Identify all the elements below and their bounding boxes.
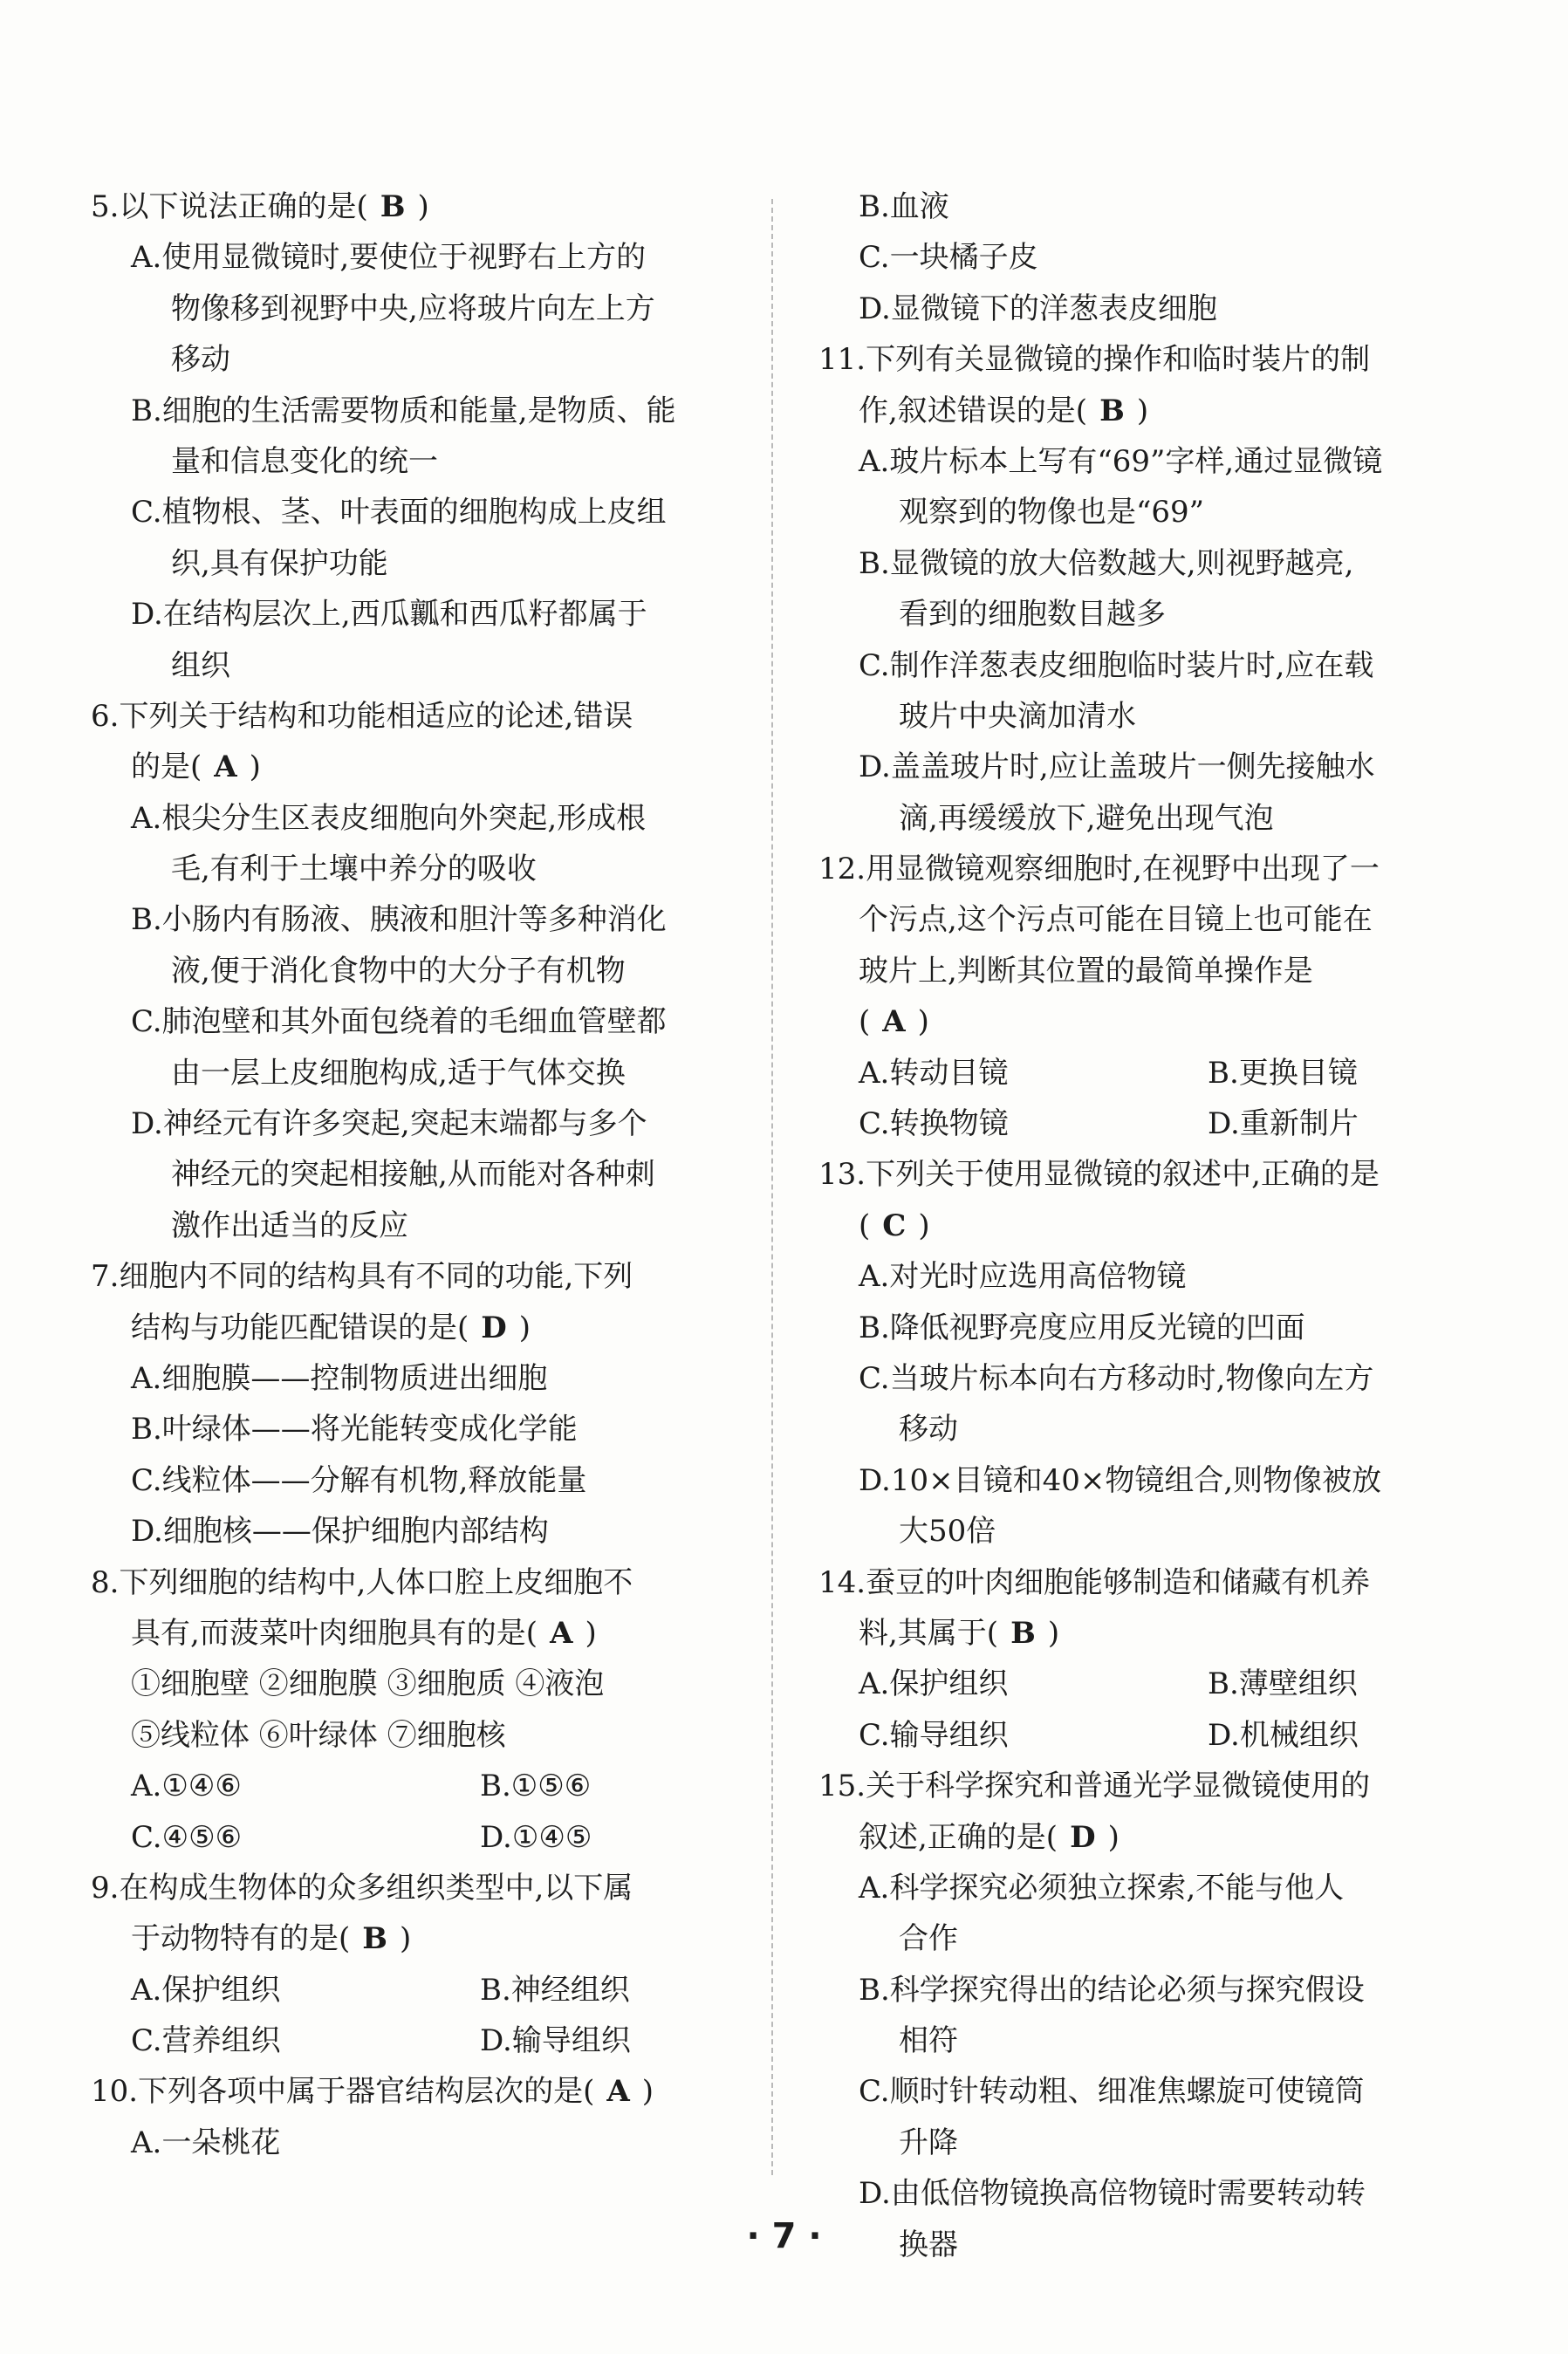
text-line [91,538,754,589]
line-text: 于动物特有的是( [131,1921,351,1957]
line-text: B.细胞的生活需要物质和能量,是物质、能 [131,393,676,428]
line-text: C.制作洋葱表皮细胞临时装片时,应在载 [859,647,1374,683]
text-line [818,2066,1464,2117]
line-text: D.细胞核——保护细胞内部结构 [131,1514,549,1550]
line-text: C.当玻片标本向右方移动时,物像向左方 [859,1360,1374,1396]
line-text: 12.用显微镜观察细胞时,在视野中出现了一 [818,852,1380,887]
text-line [818,1048,1464,1098]
line-text: 11.下列有关显微镜的操作和临时装片的制 [818,342,1371,378]
line-text: 由一层上皮细胞构成,适于气体交换 [171,1055,626,1091]
line-text: C.一块橘子皮 [859,240,1038,276]
answer-mark: B [1099,393,1125,428]
text-line [91,1710,754,1761]
closing-paren: ) [1047,1615,1060,1651]
line-text: 结构与功能匹配错误的是( [131,1310,469,1345]
line-text: 液,便于消化食物中的大分子有机物 [171,953,626,989]
option-text: C.转换物镜 [859,1106,1009,1142]
text-line [818,946,1464,996]
line-text: 7.细胞内不同的结构具有不同的功能,下列 [91,1259,633,1295]
line-text: B.显微镜的放大倍数越大,则视野越亮, [859,545,1354,581]
line-text: B.血液 [859,189,949,224]
line-text: ( [859,1208,871,1243]
text-line [91,2118,754,2168]
column-divider [771,199,773,2175]
line-text: 13.下列关于使用显微镜的叙述中,正确的是 [818,1157,1380,1193]
text-line [818,1608,1464,1659]
text-line [818,1863,1464,1913]
text-line [818,334,1464,385]
option-text: D.输导组织 [480,2023,631,2059]
text-line [91,691,754,742]
option-text: A.保护组织 [859,1666,1009,1702]
text-line [91,1353,754,1404]
text-line [818,284,1464,334]
text-line [91,1761,754,1811]
line-text: A.对光时应选用高倍物镜 [859,1259,1187,1295]
option-text: B.更换目镜 [1208,1055,1358,1091]
line-text: 玻片中央滴加清水 [899,698,1136,734]
closing-paren: ) [249,749,261,785]
text-line [91,1913,754,1964]
line-text: D.神经元有许多突起,突起末端都与多个 [131,1106,647,1142]
line-text: 14.蚕豆的叶肉细胞能够制造和储藏有机养 [818,1564,1371,1600]
closing-paren: ) [1136,393,1149,428]
text-line [818,589,1464,640]
text-line [91,2015,754,2066]
text-line [818,232,1464,283]
line-text: 8.下列细胞的结构中,人体口腔上皮细胞不 [91,1564,633,1600]
line-text: 量和信息变化的统一 [171,443,438,479]
page-number: · 7 · [746,2216,822,2256]
closing-paren: ) [1107,1819,1120,1855]
text-line [818,1404,1464,1454]
option-text: C.输导组织 [859,1717,1009,1753]
line-text: 玻片上,判断其位置的最简单操作是 [859,953,1313,989]
line-text: 组织 [171,647,230,683]
closing-paren: ) [400,1921,412,1957]
line-text: A.使用显微镜时,要使位于视野右上方的 [131,240,647,276]
text-line [818,1659,1464,1709]
closing-paren: ) [641,2074,654,2110]
option-text: D.①④⑤ [480,1819,592,1855]
text-line [818,2168,1464,2219]
answer-mark: B [362,1921,388,1957]
text-line [818,2118,1464,2168]
closing-paren: ) [585,1615,597,1651]
text-line [818,1710,1464,1761]
text-line [818,691,1464,742]
text-line [818,1455,1464,1506]
line-text: 叙述,正确的是( [859,1819,1058,1855]
line-text: ⑤线粒体 ⑥叶绿体 ⑦细胞核 [131,1717,506,1753]
answer-mark: A [606,2074,630,2110]
line-text: C.线粒体——分解有机物,释放能量 [131,1462,587,1498]
answer-mark: A [214,749,237,785]
text-line [818,1251,1464,1302]
closing-paren: ) [917,1004,929,1040]
text-line [91,2066,754,2117]
answer-mark: C [882,1208,907,1243]
line-text: ①细胞壁 ②细胞膜 ③细胞质 ④液泡 [131,1666,605,1702]
line-text: 具有,而菠菜叶肉细胞具有的是( [131,1615,538,1651]
option-text: B.薄壁组织 [1208,1666,1358,1702]
text-line [91,284,754,334]
text-line [91,996,754,1047]
text-line [818,742,1464,792]
line-text: B.小肠内有肠液、胰液和胆汁等多种消化 [131,902,667,938]
text-line [818,1506,1464,1557]
line-text: D.10×目镜和40×物镜组合,则物像被放 [859,1462,1382,1498]
text-line [91,946,754,996]
text-line [818,1761,1464,1811]
line-text: D.显微镜下的洋葱表皮细胞 [859,291,1217,326]
text-line [818,181,1464,232]
text-line [818,844,1464,894]
text-line [91,1863,754,1913]
line-text: A.科学探究必须独立探索,不能与他人 [859,1870,1345,1906]
line-text: 滴,再缓缓放下,避免出现气泡 [899,800,1274,836]
text-line [91,1149,754,1200]
line-text: C.顺时针转动粗、细准焦螺旋可使镜筒 [859,2074,1365,2110]
line-text: A.根尖分生区表皮细胞向外突起,形成根 [131,800,647,836]
text-line [91,181,754,232]
text-line [91,1608,754,1659]
text-line [91,1251,754,1302]
text-line [818,2015,1464,2066]
text-line [91,1404,754,1454]
text-line [91,1098,754,1149]
text-line [818,894,1464,945]
text-line [818,1303,1464,1353]
text-line [91,1201,754,1251]
line-text: ( [859,1004,871,1040]
option-text: C.④⑤⑥ [131,1819,243,1855]
text-line [91,1303,754,1353]
line-text: A.一朵桃花 [131,2125,281,2160]
text-line [91,894,754,945]
line-text: 大50倍 [899,1514,996,1550]
line-text: 9.在构成生物体的众多组织类型中,以下属 [91,1870,633,1906]
text-line [818,1913,1464,1964]
text-line [91,487,754,537]
answer-mark: A [882,1004,906,1040]
line-text: D.盖盖玻片时,应让盖玻片一侧先接触水 [859,749,1375,785]
closing-paren: ) [417,189,429,224]
line-text: 观察到的物像也是“69” [899,495,1205,530]
line-text: 升降 [899,2125,958,2160]
answer-mark: D [1070,1819,1096,1855]
text-line [818,793,1464,844]
text-line [91,589,754,640]
line-text: B.降低视野亮度应用反光镜的凹面 [859,1310,1305,1345]
text-line [91,742,754,792]
text-line [818,1353,1464,1404]
text-line [818,1965,1464,2015]
text-line [91,1455,754,1506]
answer-mark: B [1010,1615,1036,1651]
answer-mark: D [481,1310,507,1345]
line-text: A.细胞膜——控制物质进出细胞 [131,1360,548,1396]
text-line [91,386,754,436]
option-text: B.神经组织 [480,1972,630,2008]
text-line [818,538,1464,589]
option-text: D.机械组织 [1208,1717,1359,1753]
text-line [818,996,1464,1047]
line-text: 5.以下说法正确的是( [91,189,368,224]
line-text: B.叶绿体——将光能转变成化学能 [131,1412,578,1447]
text-line [818,1201,1464,1251]
answer-mark: A [550,1615,573,1651]
text-line [91,1659,754,1709]
line-text: 料,其属于( [859,1615,999,1651]
line-text: 移动 [899,1412,958,1447]
option-text: A.保护组织 [131,1972,281,2008]
line-text: B.科学探究得出的结论必须与探究假设 [859,1972,1365,2008]
line-text: A.玻片标本上写有“69”字样,通过显微镜 [859,443,1383,479]
line-text: 作,叙述错误的是( [859,393,1088,428]
line-text: 个污点,这个污点可能在目镜上也可能在 [859,902,1373,938]
line-text: C.肺泡壁和其外面包绕着的毛细血管壁都 [131,1004,667,1040]
text-line [91,793,754,844]
text-line [818,1557,1464,1608]
line-text: 6.下列关于结构和功能相适应的论述,错误 [91,698,633,734]
text-line [91,1812,754,1863]
option-text: C.营养组织 [131,2023,281,2059]
option-text: B.①⑤⑥ [480,1769,592,1804]
option-text: A.转动目镜 [859,1055,1009,1091]
right-column [818,181,1464,2270]
text-line [91,436,754,487]
option-text: D.重新制片 [1208,1106,1359,1142]
line-text: 换器 [899,2227,958,2262]
text-line [91,1506,754,1557]
answer-mark: B [380,189,406,224]
line-text: 移动 [171,342,230,378]
closing-paren: ) [518,1310,531,1345]
line-text: 相符 [899,2023,958,2059]
text-line [818,487,1464,537]
text-line [91,640,754,691]
line-text: 10.下列各项中属于器官结构层次的是( [91,2074,595,2110]
left-column [91,181,754,2168]
line-text: 的是( [131,749,202,785]
text-line [818,386,1464,436]
line-text: 毛,有利于土壤中养分的吸收 [171,852,537,887]
option-text: A.①④⑥ [131,1769,242,1804]
line-text: C.植物根、茎、叶表面的细胞构成上皮组 [131,495,667,530]
line-text: 合作 [899,1921,958,1957]
text-line [91,232,754,283]
line-text: 看到的细胞数目越多 [899,597,1166,633]
text-line [818,1812,1464,1863]
line-text: 物像移到视野中央,应将玻片向左上方 [171,291,655,326]
line-text: D.在结构层次上,西瓜瓤和西瓜籽都属于 [131,597,647,633]
line-text: 织,具有保护功能 [171,545,388,581]
text-line [91,334,754,385]
text-line [91,1965,754,2015]
text-line [91,844,754,894]
text-line [818,1149,1464,1200]
line-text: 神经元的突起相接触,从而能对各种刺 [171,1157,655,1193]
line-text: D.由低倍物镜换高倍物镜时需要转动转 [859,2176,1366,2212]
text-line [818,436,1464,487]
text-line [818,1098,1464,1149]
closing-paren: ) [918,1208,930,1243]
line-text: 15.关于科学探究和普通光学显微镜使用的 [818,1769,1371,1804]
line-text: 激作出适当的反应 [171,1208,408,1243]
text-line [91,1048,754,1098]
text-line [818,640,1464,691]
text-line [91,1557,754,1608]
